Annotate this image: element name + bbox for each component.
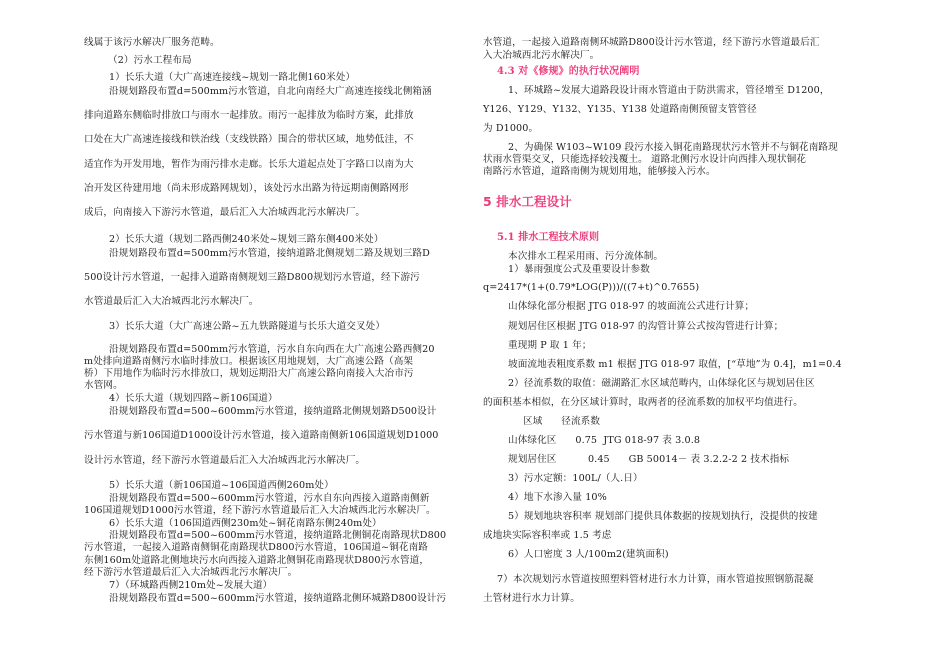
chapter-heading-5: 5 排水工程设计 bbox=[483, 194, 572, 209]
body-text-line: 重现期 P 取 1 年； bbox=[508, 340, 592, 351]
body-text-line: 3）污水定额：100L/（人.日） bbox=[508, 473, 643, 484]
body-text-line: 500设计污水管道，一起排入道路南侧规划三路D800规划污水管道，经下游污 bbox=[84, 272, 420, 283]
body-text-line: 排向道路东侧临时排放口与雨水一起排放。雨污一起排放为临时方案，此排放 bbox=[84, 110, 414, 121]
body-text-line: 冶开发区待建用地（尚未形成路网规划），该处污水出路为待远期南侧路网形 bbox=[84, 183, 409, 194]
body-text-line: 规划居住区根据 JTG 018-97 的沟管计算公式按沟管进行计算； bbox=[508, 321, 784, 332]
body-text-line: 5）规划地块容积率 规划部门提供具体数据的按规划执行，没提供的按建 bbox=[508, 511, 818, 522]
formula-line: q=2417*(1+(0.79*LOG(P)))/((7+t)^0.7655) bbox=[483, 282, 700, 293]
body-text-line: 沿规划路段布置d=500~600mm污水管道，污水自东向西接入道路南侧新 bbox=[109, 493, 430, 504]
section-heading-5-1: 5.1 排水工程技术原则 bbox=[497, 232, 600, 243]
table-row: 规划居住区 0.45 GB 50014－ 表 3.2.2-2 2 技术指标 bbox=[508, 454, 790, 465]
body-text-line: 经下游污水管道最后汇入大冶城西北污水解决厂。 bbox=[84, 567, 298, 578]
body-text-line: 线属于该污水解决厂服务范畴。 bbox=[84, 37, 220, 48]
body-text-line: 入大冶城西北污水解决厂。 bbox=[483, 50, 600, 61]
body-text-line: 污水管道，一起接入道路南侧铜花南路现状D800污水管道，106国道~铜花南路 bbox=[84, 542, 428, 553]
body-text-line: 水管道，一起接入道路南侧环城路D800设计污水管道，经下游污水管道最后汇 bbox=[483, 37, 820, 48]
body-text-line: 山体绿化部分根据 JTG 018-97 的坡面流公式进行计算； bbox=[508, 301, 755, 312]
body-text-line: 的面积基本相似，在分区域计算时，取两者的径流系数的加权平均值进行。 bbox=[483, 397, 803, 408]
body-text-line: 土管材进行水力计算。 bbox=[483, 593, 580, 604]
body-text-line: 1、环城路~发展大道路段设计雨水管道由于防洪需求，管径增至 D1200， bbox=[508, 85, 830, 96]
body-text-line: m处排向道路南侧污水临时排放口。根据该区用地规划，大广高速公路（高架 bbox=[84, 356, 414, 367]
body-text-line: 1）暴雨强度公式及重要设计参数 bbox=[508, 264, 650, 275]
list-item-heading: 7）（环城路西侧210m处~发展大道） bbox=[109, 580, 273, 591]
body-text-line: 4）地下水渗入量 10% bbox=[508, 492, 607, 503]
body-text-line: 桥）下用地作为临时污水排放口，规划远期沿大广高速公路向南接入大冶市污 bbox=[84, 368, 414, 379]
body-text-line: 2）径流系数的取值：磁湖路汇水区域范畴内，山体绿化区与规划居住区 bbox=[508, 378, 815, 389]
body-text-line: 水管网。 bbox=[84, 380, 123, 391]
list-item-heading: 3）长乐大道（大广高速公路~五九铁路隧道与长乐大道交叉处） bbox=[109, 321, 386, 332]
body-text-line: 成地块实际容积率或 1.5 考虑 bbox=[483, 530, 612, 541]
body-text-line: Y126、Y129、Y132、Y135、Y138 处道路南侧预留支管管径 bbox=[483, 104, 757, 115]
body-text-line: 7）本次规划污水管道按照塑料管材进行水力计算，雨水管道按照钢筋混凝 bbox=[497, 574, 814, 585]
list-item-heading: 5）长乐大道（新106国道~106国道西侧260m处） bbox=[109, 480, 334, 491]
body-text-line: 坡面流地表粗度系数 m1 根据 JTG 018-97 取值，[“草地”为 0.4]，m1=0.4 bbox=[508, 359, 842, 370]
section-heading-4-3: 4.3 对《修规》的执行状况阐明 bbox=[497, 66, 640, 77]
body-text-line: 106国道规划D1000污水管道，经下游污水管道最后汇入大冶城西北污水解决厂。 bbox=[84, 505, 436, 516]
body-text-line: 南路污水管道，道路南侧为规划用地，能够接入污水。 bbox=[483, 166, 716, 177]
body-text-line: 设计污水管道，经下游污水管道最后汇入大冶城西北污水解决厂。 bbox=[84, 455, 366, 466]
body-text-line: 沿规划路段布置d=500~600mm污水管道，接纳道路北侧铜花南路现状D800 bbox=[109, 530, 447, 541]
body-text-line: 适宜作为开发用地，暂作为雨污排水走廊。长乐大道起点处丁字路口以南为大 bbox=[84, 159, 414, 170]
body-text-line: 本次排水工程采用雨、污分流体制。 bbox=[508, 251, 664, 262]
list-item-heading: 6）长乐大道（106国道西侧230m处~铜花南路东侧240m处） bbox=[109, 518, 382, 529]
body-text-line: 沿规划路段布置d=500mm污水管道，污水自东向西在大广高速公路西侧20 bbox=[109, 344, 435, 355]
body-text-line: 沿规划路段布置d=500mm污水管道，自北向南经大广高速连接线北侧箱涵 bbox=[109, 86, 432, 97]
body-text-line: 为 D1000。 bbox=[483, 123, 539, 134]
subsection-heading: （2）污水工程布局 bbox=[108, 55, 192, 66]
list-item-heading: 4）长乐大道（规划四路~新106国道） bbox=[109, 393, 278, 404]
list-item-heading: 2）长乐大道（规划二路西侧240米处~规划三路东侧400米处） bbox=[109, 234, 384, 245]
body-text-line: 沿规划路段布置d=500~600mm污水管道，接纳道路北侧规划路D500设计 bbox=[109, 406, 437, 417]
body-text-line: 口处在大广高速连接线和铁治线（支线铁路）围合的带状区域，地势低洼，不 bbox=[84, 134, 414, 145]
body-text-line: 成后，向南接入下游污水管道，最后汇入大冶城西北污水解决厂。 bbox=[84, 207, 366, 218]
table-header: 区域 径流系数 bbox=[523, 416, 601, 427]
body-text-line: 污水管道与新106国道D1000设计污水管道，接入道路南侧新106国道规划D1000 bbox=[84, 430, 439, 441]
body-text-line: 东侧160m处道路北侧地块污水向西接入道路北侧铜花南路现状D800污水管道， bbox=[84, 555, 430, 566]
body-text-line: 6）人口密度 3 人/100m2(建筑面积) bbox=[508, 549, 669, 560]
body-text-line: 状雨水管渠交叉，只能选择较浅覆土。 道路北侧污水设计向西排入现状铜花 bbox=[483, 154, 807, 165]
body-text-line: 2、为确保 W103~W109 段污水接入铜花南路现状污水管并不与铜花南路现 bbox=[508, 142, 838, 153]
body-text-line: 沿规划路段布置d=500mm污水管道，接纳道路北侧规划二路及规划三路D bbox=[109, 248, 430, 259]
body-text-line: 水管道最后汇入大冶城西北污水解决厂。 bbox=[84, 296, 259, 307]
list-item-heading: 1）长乐大道（大广高速连接线~规划一路北侧160米处） bbox=[109, 72, 356, 83]
table-row: 山体绿化区 0.75 JTG 018-97 表 3.0.8 bbox=[508, 435, 701, 446]
body-text-line: 沿规划路段布置d=500~600mm污水管道，接纳道路北侧环城路D800设计污 bbox=[109, 593, 447, 604]
